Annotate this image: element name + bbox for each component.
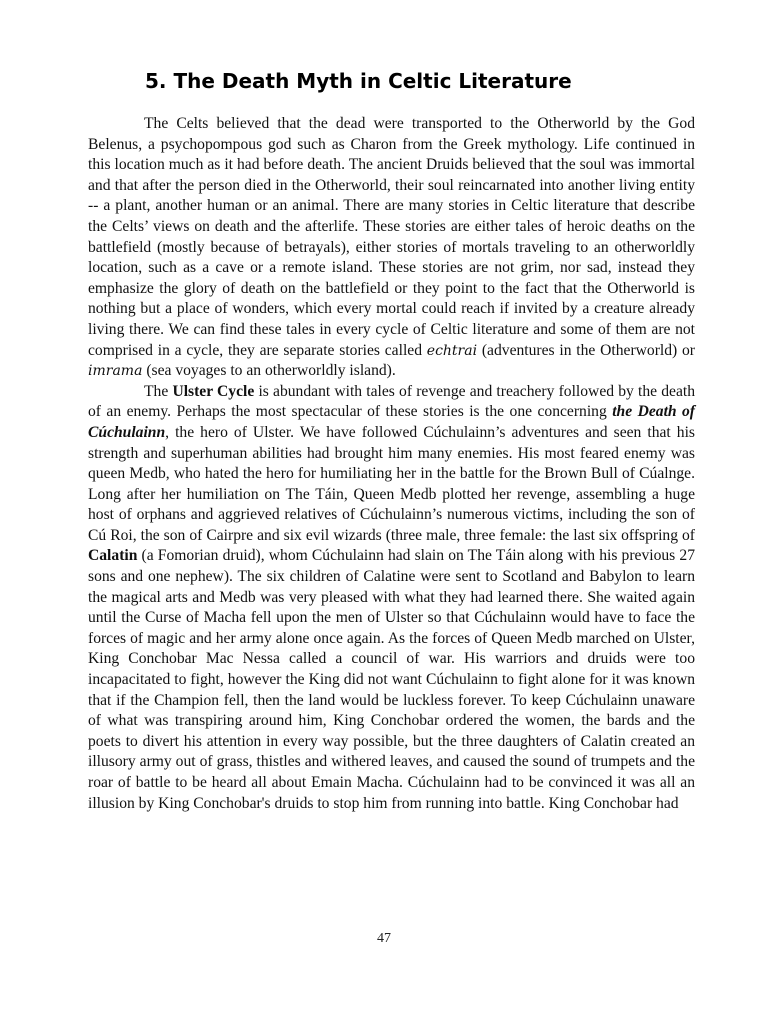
text-run: is abundant with tales of revenge and treachery followed by the death of an enemy. Perhaps the most spectacular of these stories is the one concerning <box>88 382 695 421</box>
text-run: (adventures in the Otherworld) or <box>477 341 695 359</box>
page-number: 47 <box>377 931 391 946</box>
text-run: The Celts believed that the dead were transported to the Otherworld by the God Belenus, a psychopompous god such as Charon from the Greek mythology. Life continued in this location much as it had before death. The ancient Druids believed that the soul was immortal and that after the person died in the Otherworld, their soul reincarnated into another living entity -- a plant, another human or an animal. There are many stories in Celtic literature that describe the Celts’ views on death and the afterlife. These stories are either tales of heroic deaths on the battlefield (mostly because of betrayals), either stories of mortals traveling to an otherworldly location, such as a cave or a remote island. These stories are not grim, nor sad, instead they emphasize the glory of death on the battlefield or they point to the fact that the Otherworld is nothing but a place of wonders, which every mortal could reach if invited by a creature already living there. We can find these tales in every cycle of Celtic literature and some of them are not comprised in a cycle, they are separate stories called <box>88 115 695 359</box>
document-page <box>88 66 695 814</box>
term-calatin: Calatin <box>88 547 138 565</box>
term-imrama: imrama <box>88 363 143 380</box>
section-heading: 5. The Death Myth in Celtic Literature <box>145 69 572 93</box>
text-run: (sea voyages to an otherworldly island). <box>142 362 396 380</box>
text-run: (a Fomorian druid), whom Cúchulainn had slain on The Táin along with his previous 27 sons and one nephew). The six children of Calatine were sent to Scotland and Babylon to learn the magical arts and Medb was very pleased with what they had learned there. She waited again until the Curse of Macha fell upon the men of Ulster so that Cúchulainn would have to face the forces of magic and her army alone once again. As the forces of Queen Medb marched on Ulster, King Conchobar Mac Nessa called a council of war. His warriors and druids were too incapacitated to fight, however the King did not want Cúchulainn to fight alone for it was known that if the Champion fell, then the land would be luckless forever. To keep Cúchulainn unaware of what was transpiring around him, King Conchobar ordered the women, the bards and the poets to divert his attention in every way possible, but the three daughters of Calatin created an illusory army out of grass, thistles and withered leaves, and caused the sound of trumpets and the roar of battle to be heard all about Emain Macha. Cúchulainn had to be convinced it was all an illusion by King Conchobar's druids to stop him from running into battle. King Conchobar had <box>88 547 695 812</box>
paragraph-ulster-cycle <box>88 382 695 814</box>
term-ulster-cycle: Ulster Cycle <box>172 382 255 400</box>
term-echtrai: echtrai <box>426 342 478 359</box>
text-run: , the hero of Ulster. We have followed Cúchulainn’s adventures and seen that his strength and superhuman abilities had brought him many enemies. His most feared enemy was queen Medb, who hated the hero for humiliating her in the battle for the Brown Bull of Cúalnge. Long after her humiliation on The Táin, Queen Medb plotted her revenge, assembling a huge host of orphans and aggrieved relatives of Cúchulainn’s numerous victims, including the son of Cú Roi, the son of Cairpre and six evil wizards (three male, three female: the last six offspring of <box>88 423 695 544</box>
text-run: The <box>144 382 173 400</box>
paragraph-celtic-beliefs <box>88 114 695 382</box>
title-death-of-cuchulainn: the Death of Cúchulainn <box>88 403 696 441</box>
